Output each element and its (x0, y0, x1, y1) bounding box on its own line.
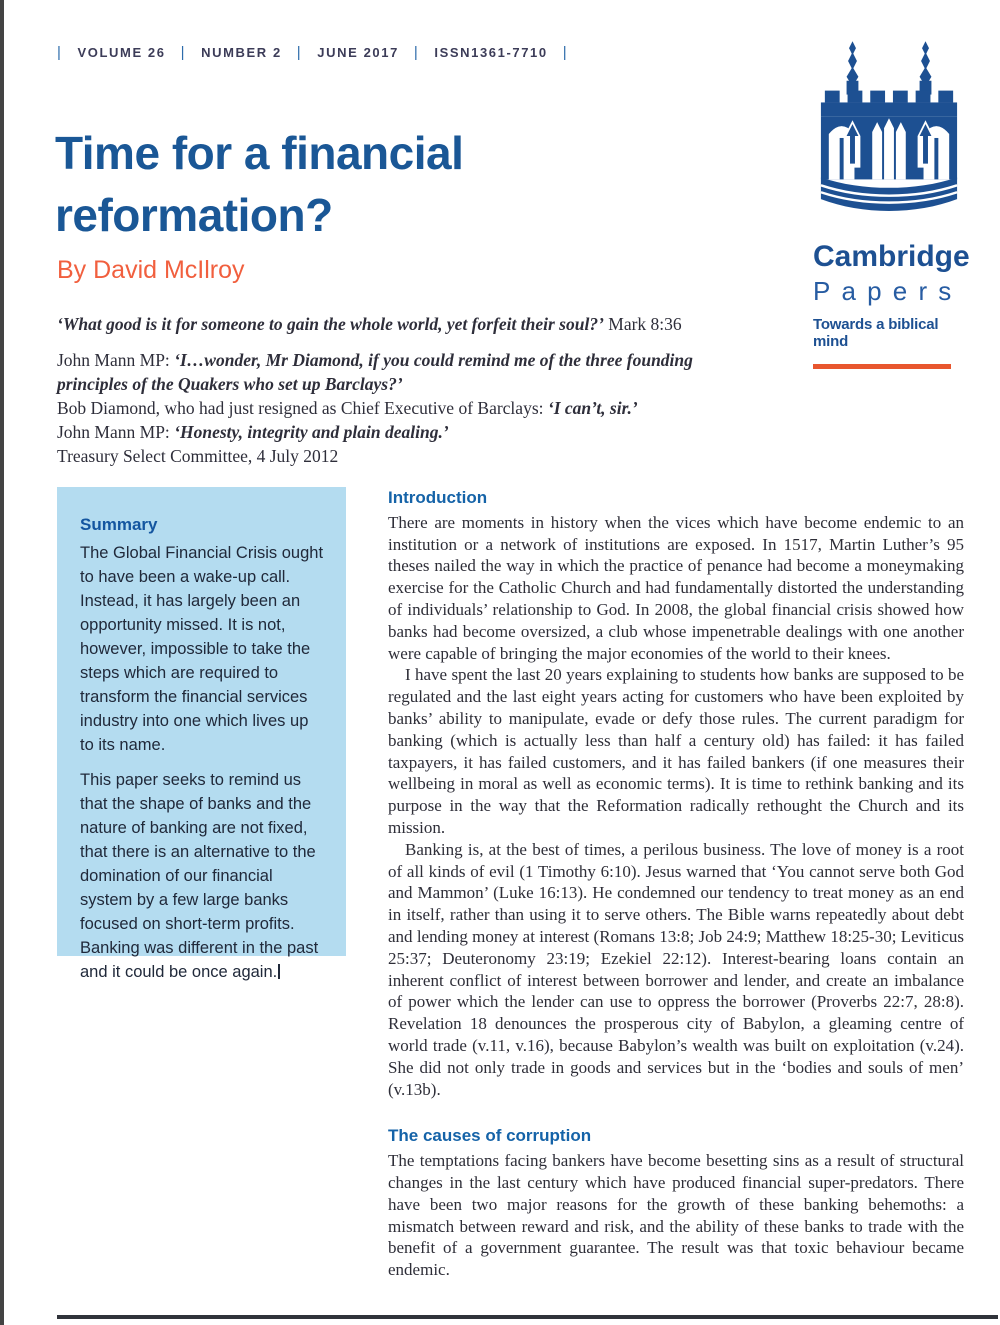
dialogue-speaker: John Mann MP: (57, 422, 175, 442)
logo-orange-rule (813, 364, 951, 369)
summary-paragraph-2-text: This paper seeks to remind us that the shape of banks and the nature of banking are not fixed, that there is an alternative to the domination of our financial system by a few large banks focused on short-term profits. Banking was different in the past and it could be once again. (80, 771, 319, 981)
dialogue-speaker: Bob Diamond, who had just resigned as Chief Executive of Barclays: (57, 398, 548, 418)
bridge-of-sighs-icon (815, 40, 963, 232)
page-title-line2: reformation? (55, 189, 333, 241)
scripture-quote: ‘What good is it for someone to gain the whole world, yet forfeit their soul?’ (57, 314, 604, 334)
masthead-separator: | (413, 44, 420, 61)
logo-wordmark: Cambridge (813, 240, 970, 273)
summary-box (57, 487, 346, 981)
byline: By David McIlroy (57, 256, 245, 284)
summary-heading: Summary (80, 515, 158, 534)
summary-paragraph-1: The Global Financial Crisis ought to have been a wake-up call. Instead, it has largely been an opportunity missed. It is not, however, impossible to take the steps which are required to transform the financial services industry into one which lives up to its name. (80, 544, 324, 754)
logo-wordmark-papers: Papers (813, 276, 963, 306)
summary-paragraph-2 (80, 768, 326, 984)
epigraph-attribution: Treasury Select Committee, 4 July 2012 (57, 446, 339, 466)
masthead-separator: | (296, 44, 303, 61)
scan-edge (0, 0, 4, 1325)
footer-rule (57, 1315, 998, 1319)
cambridge-papers-logo (813, 40, 970, 369)
masthead-volume: VOLUME 26 (77, 45, 166, 60)
section-heading-introduction: Introduction (388, 488, 488, 507)
dialogue-quote: ‘Honesty, integrity and plain dealing.’ (174, 422, 449, 442)
scripture-reference: Mark 8:36 (603, 314, 682, 334)
section-heading-causes: The causes of corruption (388, 1126, 592, 1146)
masthead-number: NUMBER 2 (201, 45, 282, 60)
masthead-issn: ISSN1361-7710 (434, 45, 548, 60)
masthead-date: JUNE 2017 (317, 45, 399, 60)
masthead-separator: | (57, 44, 63, 61)
dialogue-quote: ‘I can’t, sir.’ (547, 398, 638, 418)
intro-paragraph-1: There are moments in history when the vices which have become endemic to an institution or a network of institutions are exposed. In 1517, Martin Luther’s 95 theses nailed the way in which the practice of penance had become a moneymaking exercise for the Catholic Church and had fundamentally distorted the understanding of individuals’ relationship to God. In 2008, the global financial crisis showed how banks had become oversized, a club whose impenetrable dealings with one another were capable of bringing the major economies of the world to their knees. (388, 512, 964, 663)
dialogue-line (57, 420, 757, 444)
intro-paragraph-3: Banking is, at the best of times, a perilous business. The love of money is a root of all kinds of evil (1 Timothy 6:10). Jesus warned that ‘You cannot serve both God and Mammon’ (Luke 16:13). He condemned our tendency to treat money as an end in itself, rather than using it to serve others. The Bible warns repeatedly about debt and lending money at interest (Romans 13:8; Job 24:9; Matthew 18:25-30; Leviticus 25:37; Deuteronomy 23:19; Ezekiel 22:12). Interest-bearing loans contain an inherent conflict of interest between borrower and lender, and create an imbalance of power which the lender can use to oppress the borrower (Proverbs 22:7, 28:8). Revelation 18 denounces the prosperous city of Babylon, a gleaming centre of world trade (v.11, v.16), because Babylon’s wealth was built on exploitation (v.24). She did not only trade in goods and services but in the ‘bodies and souls of men’ (v.13b). (388, 839, 964, 1099)
dialogue-line (57, 348, 757, 396)
dialogue-speaker: John Mann MP: (57, 350, 175, 370)
intro-paragraph-2: I have spent the last 20 years explaining to students how banks are supposed to be regulated and the last eight years acting for customers who have been exploited by banks’ ability to manipulate, evade or defy those rules. The current paradigm for banking (which is actually less than half a century old) has failed: it has failed taxpayers, it has failed customers, and it has failed bankers (if one measures their wellbeing in moral as well as economic terms). It is time to rethink banking and its purpose in the way that the Reformation radically rethought the Church and its mission. (388, 665, 964, 837)
masthead-separator: | (180, 44, 187, 61)
masthead (57, 44, 568, 61)
page-title (55, 122, 463, 246)
text-cursor (278, 964, 280, 979)
epigraph (57, 312, 757, 468)
page-title-line1: Time for a financial (55, 127, 464, 179)
dialogue-quote: ‘I…wonder, Mr Diamond, if you could remind me of the three founding principles of the Quakers who set up Barclays?’ (57, 350, 693, 394)
causes-paragraph-1: The temptations facing bankers have become besetting sins as a result of structural changes in the last century which have produced financial super-predators. There have been two major reasons for the growth of these banking behemoths: a mismatch between reward and risk, and the ability of these banks to trade with the benefit of a government guarantee. The result was that toxic behaviour became endemic. (388, 1151, 964, 1280)
dialogue-line (57, 396, 757, 420)
epigraph-scripture (57, 312, 757, 336)
article-column (388, 487, 964, 1281)
masthead-separator: | (562, 44, 569, 61)
logo-tagline: Towards a biblical mind (813, 316, 939, 350)
